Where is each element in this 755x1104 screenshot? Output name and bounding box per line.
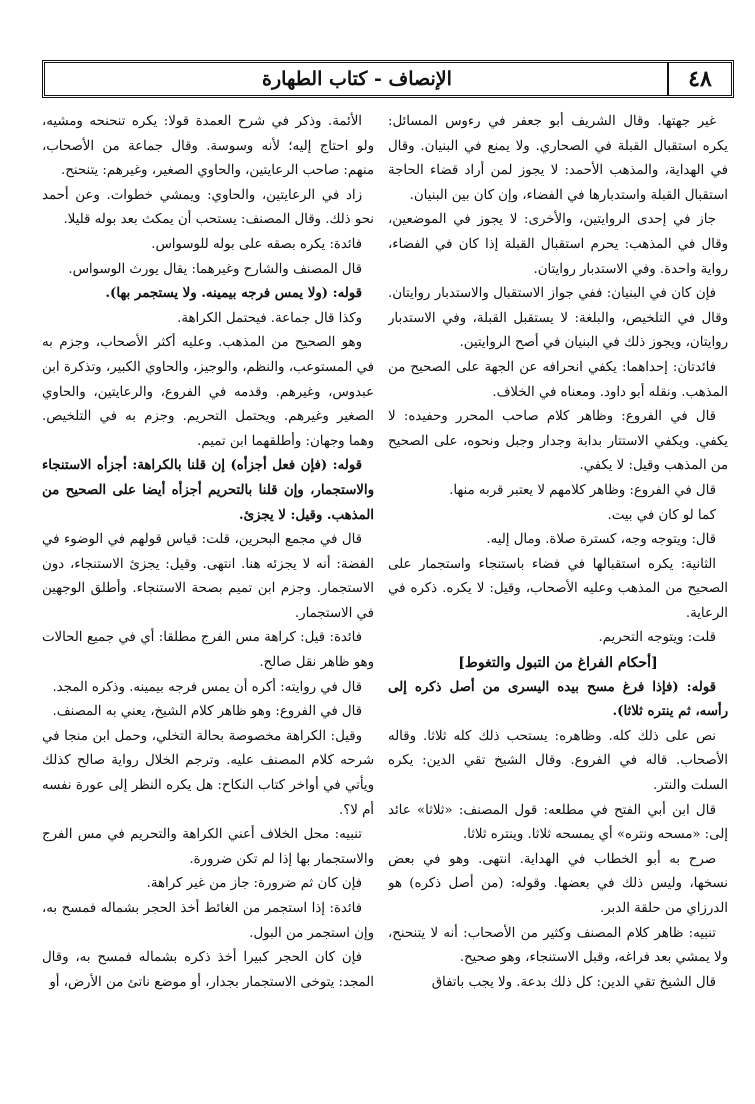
paragraph: وكذا قال جماعة. فيحتمل الكراهة. [177, 310, 362, 326]
paragraph: فائدة: إذا استجمر من الغائط أخذ الحجر بشماله فمسح به، وإن استجمر من البول. [42, 901, 374, 941]
paragraph: قال في الفروع: وهو ظاهر كلام الشيخ، يعني به المصنف. [52, 704, 362, 720]
paragraph: وهو الصحيح من المذهب. وعليه أكثر الأصحاب، وجزم به في المستوعب، والنظم، والوجيز، والحاوي الكبير، وتذكرة ابن عبدوس، وغيرهم. وقدمه في الفروع، والرعايتين، والحاوي الصغير وغيرهم. ويحتمل التحريم. وجزم به في التلخيص. وهما وجهان: وأطلقهما ابن تميم. [42, 335, 374, 449]
paragraph: تنبيه: محل الخلاف أعني الكراهة والتحريم في مس الفرج والاستجمار بها إذا لم تكن ضرورة. [42, 827, 374, 867]
paragraph: فإن كان ثم ضرورة: جاز من غير كراهة. [146, 876, 362, 892]
paragraph: كما لو كان في بيت. [607, 507, 716, 523]
section-heading: [أحكام الفراغ من التبول والتغوط] [458, 655, 658, 672]
paragraph: وقيل: الكراهة مخصوصة بحالة التخلي، وحمل ابن منجا في شرحه كلام المصنف عليه. وترجم الخلال رواية صالح كذلك ويأتي في أواخر كتاب النكاح: هل يكره النظر إلى عورة نفسه أم لا؟. [42, 728, 374, 818]
paragraph: قلت: ويتوجه التحريم. [598, 630, 716, 646]
paragraph: قال ابن أبي الفتح في مطلعه: قول المصنف: «ثلاثا» عائد إلى: «مسحه ونتره» أي يمسحه ثلاثا. وينتره ثلاثا. [388, 802, 728, 843]
quoted-text: قوله: (فإن فعل أجزأه) إن قلنا بالكراهة: أجزأه الاستنجاء والاستجمار، وإن قلنا بالتحريم أجزأه أيضا على الصحيح من المذهب. وقيل: لا يجزئ. [42, 458, 374, 523]
paragraph: فائدة: قيل: كراهة مس الفرج مطلقا: أي في جميع الحالات وهو ظاهر نقل صالح. [42, 630, 374, 671]
page-header [42, 60, 734, 98]
paragraph: الأئمة. وذكر في شرح العمدة قولا: يكره تنحنحه ومشيه، ولو احتاج إليه؛ لأنه وسوسة. وقال جماعة من الأصحاب، منهم: صاحب الرعايتين، والحاوي الصغير، وغيرهم: يتنحنح. [42, 114, 374, 179]
page-number: ٤٨ [667, 63, 731, 95]
paragraph: زاد في الرعايتين، والحاوي: ويمشي خطوات. وعن أحمد نحو ذلك. وقال المصنف: يستحب أن يمكث بعد بوله قليلا. [42, 187, 374, 228]
paragraph: غير جهتها. وقال الشريف أبو جعفر في رءوس المسائل: يكره استقبال القبلة في الصحاري. ولا يمنع في البنيان. وقال في الهداية، والمذهب الأحمد: لا يجوز لمن أراد قضاء الحاجة استقبال القبلة واستدبارها في الفضاء، وإن كان بين البنيان. [388, 114, 728, 203]
running-title: الإنصاف - كتاب الطهارة [262, 68, 452, 90]
paragraph: قال في الفروع: وظاهر كلامهم لا يعتبر قربه منها. [449, 482, 716, 498]
left-text-column [42, 110, 374, 1095]
paragraph: الثانية: يكره استقبالها في فضاء باستنجاء واستجمار على الصحيح من المذهب وعليه الأصحاب، وقيل: لا يكره. ذكره في الرعاية. [388, 556, 728, 621]
paragraph: قال الشيخ تقي الدين: كل ذلك بدعة. ولا يجب باتفاق [431, 974, 716, 990]
quoted-text: قوله: (ولا يمس فرجه بيمينه. ولا يستجمر بها). [105, 286, 362, 302]
paragraph: قال المصنف والشارح وغيرهما: يقال يورث الوسواس. [68, 261, 362, 277]
paragraph: فائدتان: إحداهما: يكفي انحرافه عن الجهة على الصحيح من المذهب. ونقله أبو داود. ومعناه في الخلاف. [388, 359, 728, 400]
paragraph: جاز في إحدى الروايتين، والأخرى: لا يجوز في الموضعين، وقال في المذهب: يحرم استقبال القبلة إذا كان في الفضاء، رواية واحدة. وفي الاستدبار روايتان. [388, 212, 728, 277]
paragraph: تنبيه: ظاهر كلام المصنف وكثير من الأصحاب: أنه لا يتنحنح، ولا يمشي بعد فراغه، وقبل الاستنجاء، وهو صحيح. [388, 925, 728, 966]
paragraph: قال: ويتوجه وجه، كسترة صلاة. ومال إليه. [486, 532, 716, 548]
paragraph: فإن كان الحجر كبيرا أخذ ذكره بشماله فمسح به، وقال المجد: يتوخى الاستجمار بجدار، أو موضع ناتئ من الأرض، أو [42, 950, 374, 990]
paragraph: فائدة: يكره بصقه على بوله للوسواس. [151, 236, 362, 252]
paragraph: فإن كان في البنيان: ففي جواز الاستقبال والاستدبار روايتان. وقال في التلخيص، والبلغة: لا يستقبل القبلة، وفي الاستدبار روايتان، ويجوز ذلك في البنيان في أصح الروايتين. [388, 286, 728, 351]
paragraph: قال في روايته: أكره أن يمس فرجه بيمينه. وذكره المجد. [52, 679, 362, 695]
paragraph: نص على ذلك كله. وظاهره: يستحب ذلك كله ثلاثا. وقاله الأصحاب. قاله في الفروع. وقال الشيخ تقي الدين: يكره السلت والنتر. [388, 728, 728, 794]
quoted-text: قوله: (فإذا فرغ مسح بيده اليسرى من أصل ذكره إلى رأسه، ثم ينتره ثلاثا). [388, 679, 728, 720]
paragraph: صرح به أبو الخطاب في الهداية. انتهى. وهو في بعض نسخها، وليس ذلك في بعضها. وقوله: (من أصل ذكره) هو الدرزاي من حلقة الدبر. [388, 851, 728, 916]
paragraph: قال في الفروع: وظاهر كلام صاحب المحرر وحفيده: لا يكفي. ويكفي الاستتار بدابة وجدار وجبل ونحوه، على الصحيح من المذهب وقيل: لا يكفي. [388, 409, 728, 474]
right-text-column [388, 110, 728, 1095]
paragraph: قال في مجمع البحرين، قلت: قياس قولهم في الوضوء في الفضة: أنه لا يجزئه هنا. انتهى. وقيل: يجزئ الاستنجاء، دون الاستجمار. وجزم ابن تميم بصحة الاستنجاء. وأطلق الوجهين في الاستجمار. [42, 532, 374, 621]
